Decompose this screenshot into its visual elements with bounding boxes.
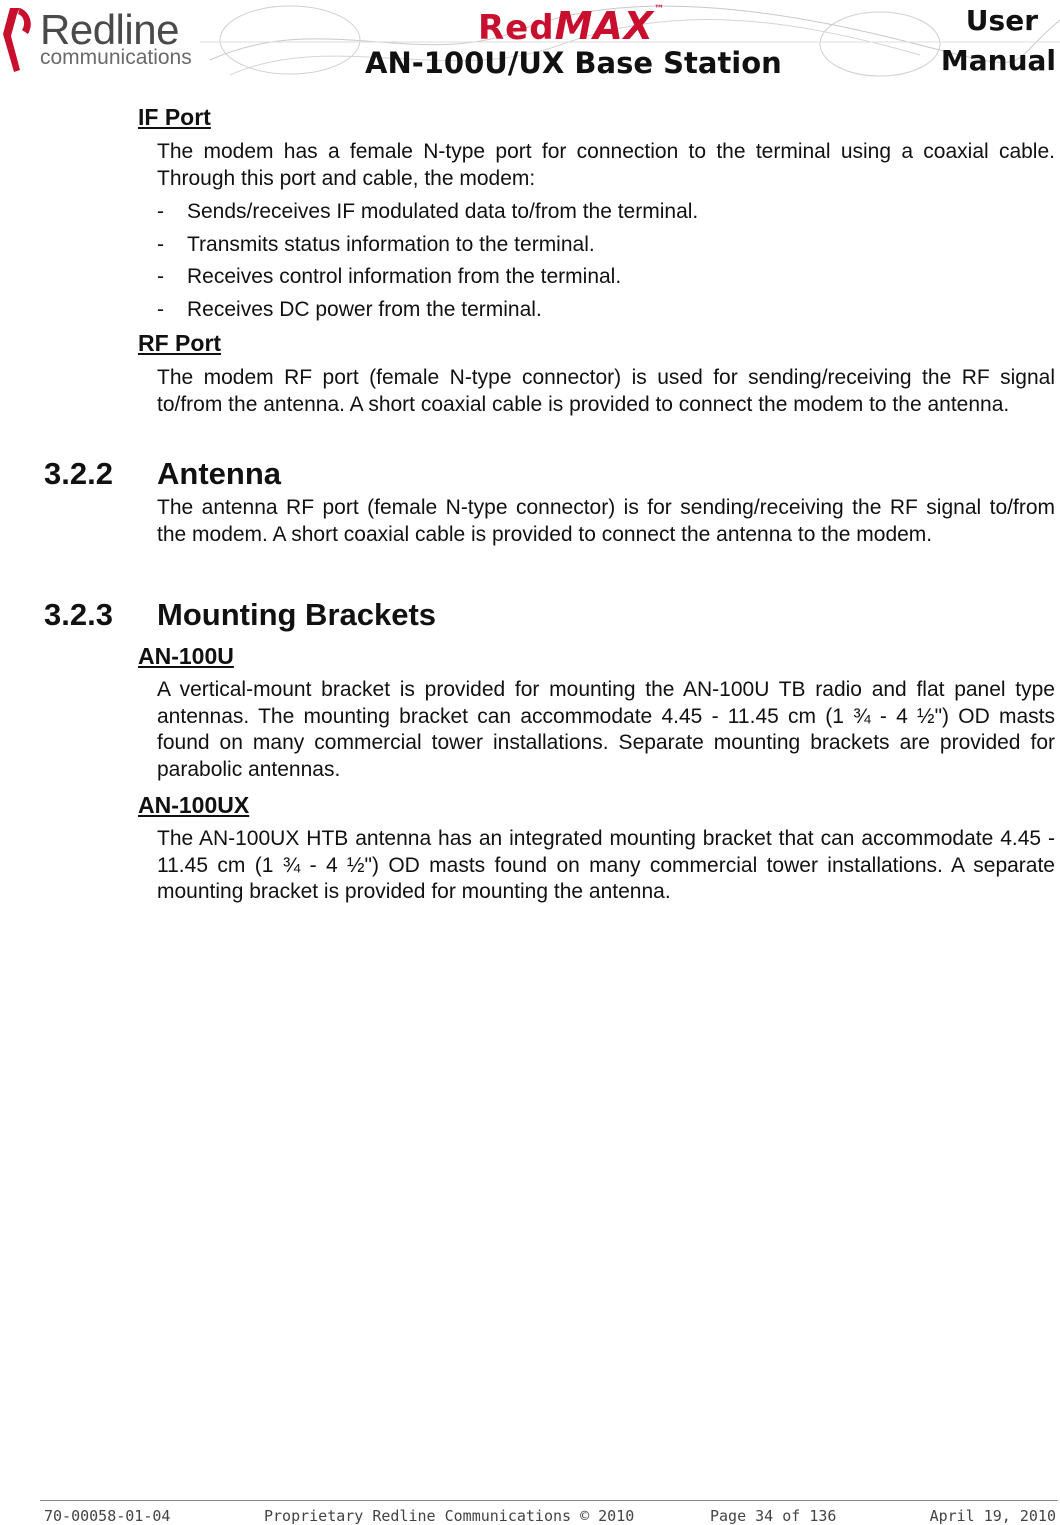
footer-divider xyxy=(40,1500,1058,1501)
product-title: AN-100U/UX Base Station xyxy=(365,46,782,80)
section-heading-antenna xyxy=(44,456,281,492)
footer-date: April 19, 2010 xyxy=(929,1507,1056,1525)
section-number: 3.2.3 xyxy=(44,597,113,632)
list-item: - Receives control information from the terminal. xyxy=(157,265,622,288)
page-header xyxy=(0,0,1060,92)
logo-name: Redline xyxy=(40,6,179,53)
section-heading-mounting-brackets xyxy=(44,597,436,633)
an100ux-text: The AN-100UX HTB antenna has an integrated mounting bracket that can accommodate 4.45 - 11.45 cm (1 ¾ - 4 ½") OD masts found on many commercial tower installations. A separate mounting bracket is provided for mounting the antenna. xyxy=(157,827,1055,903)
redmax-brand xyxy=(478,4,665,48)
section-title: Mounting Brackets xyxy=(157,597,437,632)
footer-proprietary: Proprietary Redline Communications © 2010 xyxy=(264,1507,635,1525)
antenna-text: The antenna RF port (female N-type connector) is for sending/receiving the RF signal to/from the modem. A short coaxial cable is provided to connect the antenna to the modem. xyxy=(157,496,1055,546)
an100u-heading: AN-100U xyxy=(138,643,234,669)
list-item-text: Receives DC power from the terminal. xyxy=(187,298,542,321)
an100ux-heading: AN-100UX xyxy=(138,792,250,818)
rf-port-text: The modem RF port (female N-type connector) is used for sending/receiving the RF signal to/from the antenna. A short coaxial cable is provided to connect the modem to the antenna. xyxy=(157,366,1055,416)
brand-max: MAX xyxy=(554,4,655,48)
section-number: 3.2.2 xyxy=(44,456,113,491)
list-item: - Transmits status information to the terminal. xyxy=(157,233,595,256)
footer-page-number: Page 34 of 136 xyxy=(710,1507,837,1525)
section-title: Antenna xyxy=(157,456,281,491)
rf-port-heading: RF Port xyxy=(138,330,222,356)
list-item-text: Receives control information from the terminal. xyxy=(187,265,622,288)
list-item: - Receives DC power from the terminal. xyxy=(157,298,542,321)
brand-trademark: ™ xyxy=(654,4,666,15)
redline-logo-mark-icon xyxy=(0,4,40,80)
if-port-intro: The modem has a female N-type port for connection to the terminal using a coaxial cable. Through this port and cable, the modem: xyxy=(157,140,1055,190)
if-port-heading: IF Port xyxy=(138,104,211,130)
an100u-text: A vertical-mount bracket is provided for mounting the AN-100U TB radio and flat panel type antennas. The mounting bracket can accommodate 4.45 - 11.45 cm (1 ¾ - 4 ½") OD masts found on many commercial tower installations. Separate mounting brackets are provided for parabolic antennas. xyxy=(157,678,1055,781)
footer-doc-number: 70-00058-01-04 xyxy=(44,1507,171,1525)
logo-subtitle: communications xyxy=(40,46,192,69)
list-item-text: Sends/receives IF modulated data to/from the terminal. xyxy=(187,200,699,223)
redline-logo xyxy=(0,4,205,80)
list-item: - Sends/receives IF modulated data to/from the terminal. xyxy=(157,200,699,223)
doc-type-user: User xyxy=(965,4,1038,37)
brand-red: Red xyxy=(478,8,555,48)
list-item-text: Transmits status information to the terminal. xyxy=(187,233,595,256)
doc-type-manual: Manual xyxy=(940,44,1056,77)
